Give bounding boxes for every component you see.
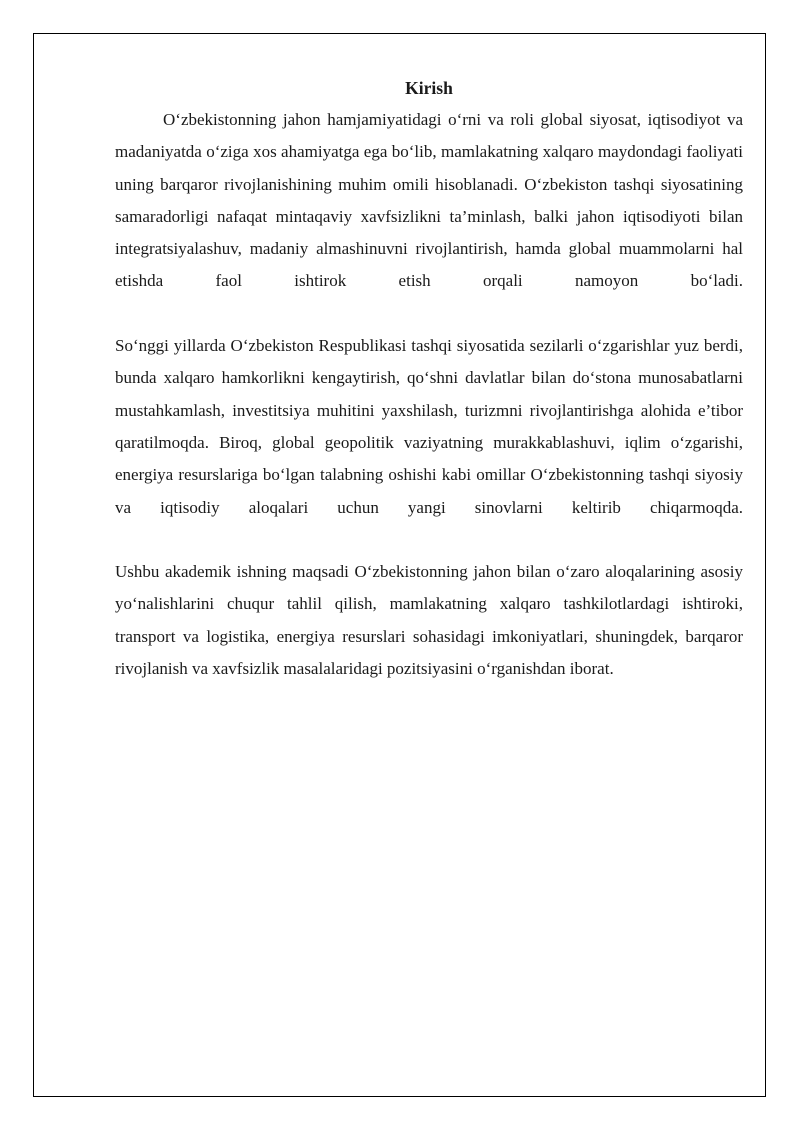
paragraph-2: So‘nggi yillarda O‘zbekiston Respublikasi tashqi siyosatida sezilarli o‘zgarishlar yuz berdi, bunda xalqaro hamkorlikni kengaytirish, qo‘shni davlatlar bilan do‘stona munosabatlarni mustahkamlash, investitsiya muhitini yaxshilash, turizmni rivojlantirishga alohida e’tibor qaratilmoqda. Biroq, global geopolitik vaziyatning murakkablashuvi, iqlim o‘zgarishi, energiya resurslariga bo‘lgan talabning oshishi kabi omillar O‘zbekistonning tashqi siyosiy va iqtisodiy aloqalari uchun yangi sinovlarni keltirib chiqarmoqda. <box>115 336 743 517</box>
paragraph-3: Ushbu akademik ishning maqsadi O‘zbekistonning jahon bilan o‘zaro aloqalarining asosiy yo‘nalishlarini chuqur tahlil qilish, mamlakatning xalqaro tashkilotlardagi ishtiroki, transport va logistika, energiya resurslari sohasidagi imkoniyatlari, shuningdek, barqaror rivojlanish va xavfsizlik masalalaridagi pozitsiyasini o‘rganishdan iborat. <box>115 562 743 679</box>
paragraph-spacer <box>115 298 743 330</box>
paragraph-1: O‘zbekistonning jahon hamjamiyatidagi o‘rni va roli global siyosat, iqtisodiyot va madaniyatda o‘ziga xos ahamiyatga ega bo‘lib, mamlakatning xalqaro maydondagi faoliyati uning barqaror rivojlanishining muhim omili hisoblanadi. O‘zbekiston tashqi siyosatining samaradorligi nafaqat mintaqaviy xavfsizlikni ta’minlash, balki jahon iqtisodiyoti bilan integratsiyalashuv, madaniy almashinuvni rivojlantirish, hamda global muammolarni hal etishda faol ishtirok etish orqali namoyon bo‘ladi. <box>115 110 743 291</box>
paragraph-spacer <box>115 524 743 556</box>
document-body <box>115 72 743 685</box>
document-title: Kirish <box>405 78 453 98</box>
